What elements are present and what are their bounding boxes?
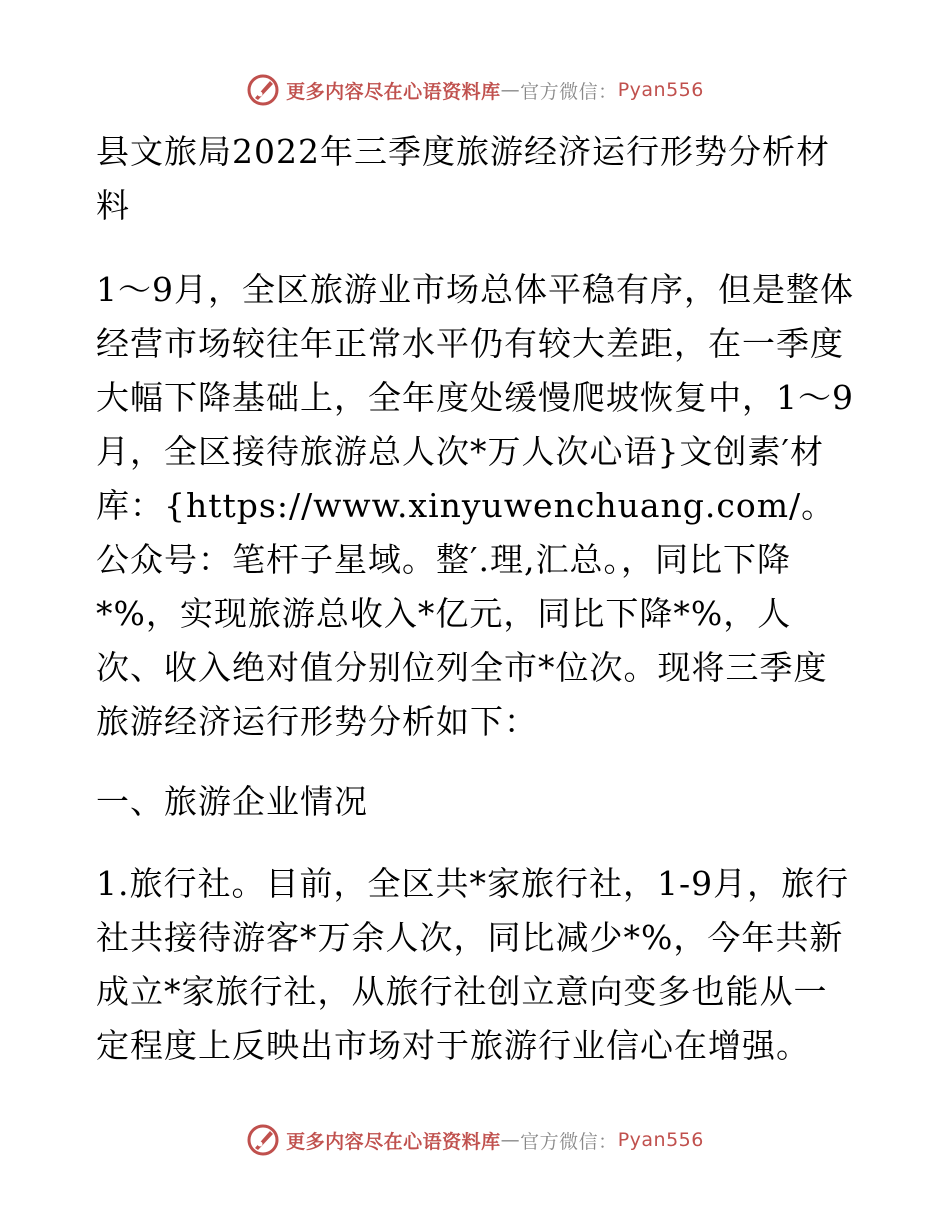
travel-agency-paragraph: 1.旅行社。目前，全区共*家旅行社，1-9月，旅行社共接待游客*万余人次，同比减少*%，今年共新成立*家旅行社，从旅行社创立意向变多也能从一定程度上反映出市场对于旅游行业信心在增强。 — [96, 864, 850, 1065]
watermark-wechat-label: 官方微信： — [520, 1130, 618, 1153]
header-watermark-banner — [0, 70, 950, 110]
watermark-site-name: 更多内容尽在心语资料库 — [286, 1130, 501, 1153]
section-heading-tourism-enterprises: 一、旅游企业情况 — [96, 782, 368, 821]
watermark-wechat-label: 官方微信： — [520, 80, 618, 103]
document-title: 县文旅局2022年三季度旅游经济运行形势分析材料 — [96, 132, 830, 225]
watermark-wechat-id: Pyan556 — [617, 79, 704, 101]
watermark-content — [246, 1123, 704, 1157]
quill-seal-icon — [246, 1123, 280, 1157]
quill-seal-icon — [246, 73, 280, 107]
watermark-dash: — — [500, 1129, 521, 1151]
watermark-text — [286, 77, 704, 104]
watermark-text — [286, 1127, 704, 1154]
watermark-wechat-id: Pyan556 — [617, 1129, 704, 1151]
document-body — [96, 125, 856, 1099]
intro-paragraph: 1～9月，全区旅游业市场总体平稳有序，但是整体经营市场较往年正常水平仍有较大差距，在一季度大幅下降基础上，全年度处缓慢爬坡恢复中，1～9月，全区接待旅游总人次*万人次心语}文创素′材库：{https://www.xinyuwenchuang.com/。公众号：笔杆子星域。整′.理,汇总。，同比下降*%，实现旅游总收入*亿元，同比下降*%，人次、收入绝对值分别位列全市*位次。现将三季度旅游经济运行形势分析如下： — [96, 270, 854, 741]
watermark-dash: — — [500, 79, 521, 101]
watermark-content — [246, 73, 704, 107]
watermark-site-name: 更多内容尽在心语资料库 — [286, 80, 501, 103]
footer-watermark-banner — [0, 1120, 950, 1160]
